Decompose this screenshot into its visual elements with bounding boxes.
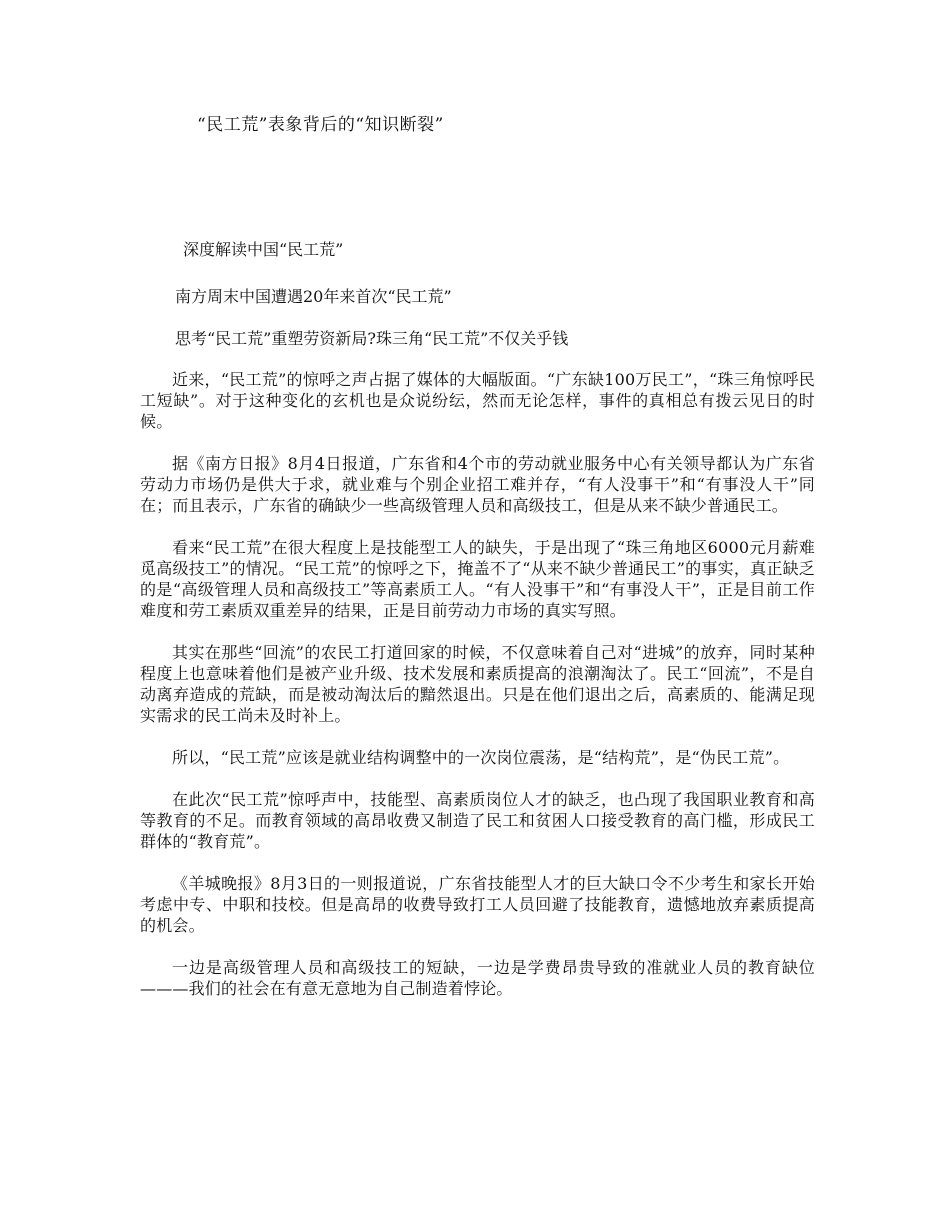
paragraph-7: 《羊城晚报》8月3日的一则报道说，广东省技能型人才的巨大缺口令不少考生和家长开始考虑中专、中职和技校。但是高昂的收费导致打工人员回避了技能教育，遗憾地放弃素质提高的机会。	[140, 874, 815, 935]
subheading-1: 深度解读中国“民工荒”	[183, 240, 344, 259]
paragraph-6: 在此次“民工荒”惊呼声中，技能型、高素质岗位人才的缺乏，也凸现了我国职业教育和高等教育的不足。而教育领域的高昂收费又制造了民工和贫困人口接受教育的高门槛，形成民工群体的“教育荒”。	[140, 790, 815, 851]
article-body	[140, 369, 815, 1020]
paragraph-3: 看来“民工荒”在很大程度上是技能型工人的缺失，于是出现了“珠三角地区6000元月薪难觅高级技工”的情况。“民工荒”的惊呼之下，掩盖不了“从来不缺少普通民工”的事实，真正缺乏的是“高级管理人员和高级技工”等高素质工人。“有人没事干”和“有事没人干”，正是目前工作难度和劳工素质双重差异的结果，正是目前劳动力市场的真实写照。	[140, 538, 815, 620]
paragraph-4: 其实在那些“回流”的农民工打道回家的时候，不仅意味着自己对“进城”的放弃，同时某种程度上也意味着他们是被产业升级、技术发展和素质提高的浪潮淘汰了。民工“回流”，不是自动离弃造成的荒缺，而是被动淘汰后的黯然退出。只是在他们退出之后，高素质的、能满足现实需求的民工尚未及时补上。	[140, 643, 815, 725]
paragraph-8: 一边是高级管理人员和高级技工的短缺，一边是学费昂贵导致的准就业人员的教育缺位———我们的社会在有意无意地为自己制造着悖论。	[140, 958, 815, 998]
paragraph-1: 近来，“民工荒”的惊呼之声占据了媒体的大幅版面。“广东缺100万民工”，“珠三角惊呼民工短缺”。对于这种变化的玄机也是众说纷纭，然而无论怎样，事件的真相总有拨云见日的时候。	[140, 370, 815, 431]
subheading-2: 南方周末中国遭遇20年来首次“民工荒”	[175, 287, 452, 306]
subheading-3: 思考“民工荒”重塑劳资新局?珠三角“民工荒”不仅关乎钱	[175, 329, 569, 348]
document-title: “民工荒”表象背后的“知识断裂”	[197, 115, 444, 135]
paragraph-2: 据《南方日报》8月4日报道，广东省和4个市的劳动就业服务中心有关领导都认为广东省劳动力市场仍是供大于求，就业难与个别企业招工难并存，“有人没事干”和“有事没人干”同在；而且表示，广东省的确缺少一些高级管理人员和高级技工，但是从来不缺少普通民工。	[140, 454, 815, 515]
paragraph-5: 所以，“民工荒”应该是就业结构调整中的一次岗位震荡，是“结构荒”，是“伪民工荒”。	[172, 748, 790, 767]
